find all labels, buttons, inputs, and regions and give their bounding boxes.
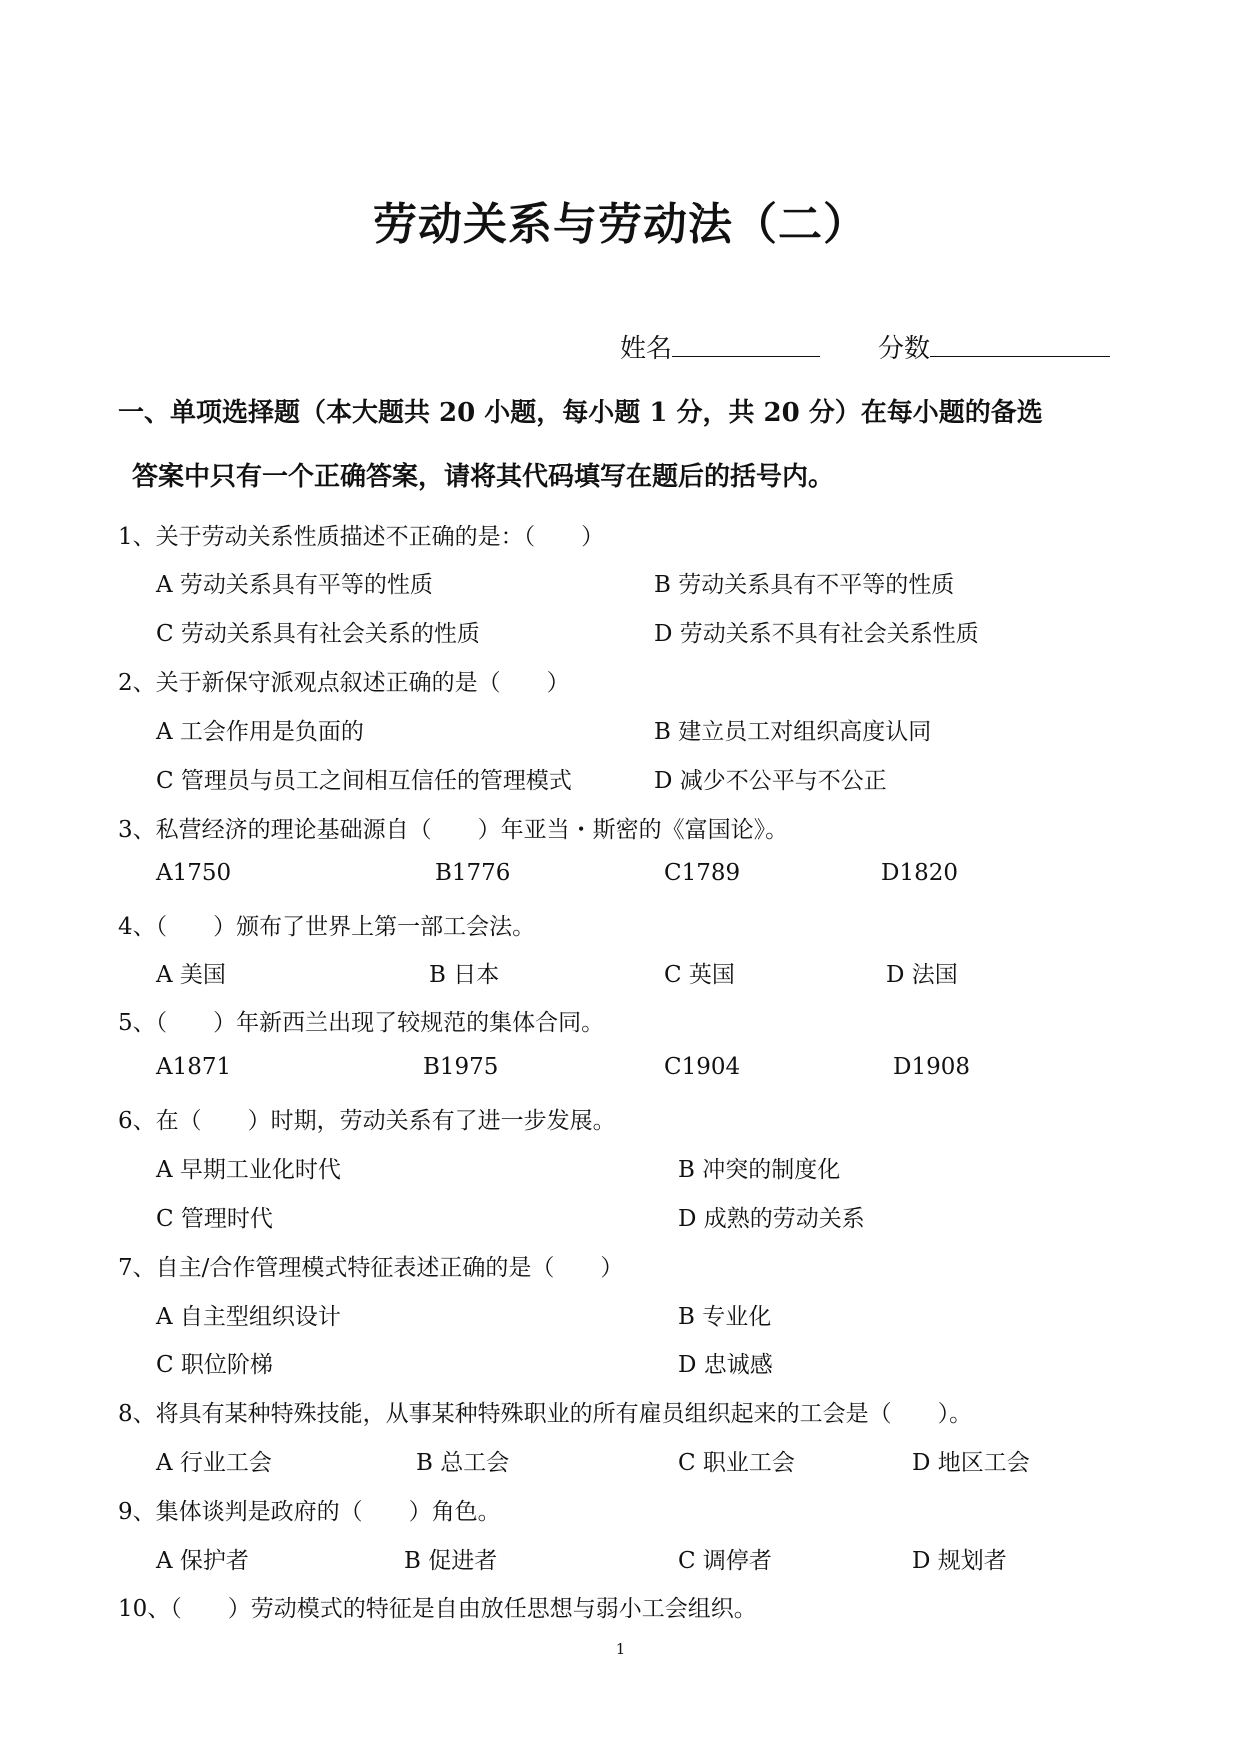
page-title: 劳动关系与劳动法（二）: [373, 199, 868, 250]
q4-option-c: C 英国: [664, 962, 735, 988]
q7-option-d: D 忠诚感: [678, 1352, 773, 1378]
question-4: 4、（ ）颁布了世界上第一部工会法。: [118, 914, 536, 940]
name-blank[interactable]: [672, 332, 820, 357]
question-2: 2、关于新保守派观点叙述正确的是（ ）: [118, 670, 570, 696]
section-heading-line1: 一、单项选择题（本大题共 20 小题，每小题 1 分，共 20 分）在每小题的备选: [118, 398, 1043, 428]
q1-option-d: D 劳动关系不具有社会关系性质: [654, 621, 979, 647]
name-label: 姓名: [620, 334, 673, 364]
question-6: 6、在（ ）时期，劳动关系有了进一步发展。: [118, 1108, 616, 1134]
question-10: 10、（ ）劳动模式的特征是自由放任思想与弱小工会组织。: [118, 1596, 757, 1622]
q4-option-a: A 美国: [156, 962, 226, 988]
question-8: 8、将具有某种特殊技能，从事某种特殊职业的所有雇员组织起来的工会是（ ）。: [118, 1401, 973, 1427]
q8-option-d: D 地区工会: [912, 1450, 1030, 1476]
q9-option-b: B 促进者: [404, 1548, 498, 1574]
q8-option-a: A 行业工会: [156, 1450, 272, 1476]
q8-option-b: B 总工会: [416, 1450, 510, 1476]
question-7: 7、自主/合作管理模式特征表述正确的是（ ）: [118, 1255, 624, 1281]
q3-option-c: C1789: [664, 860, 741, 886]
q7-option-b: B 专业化: [678, 1304, 772, 1330]
q9-option-c: C 调停者: [678, 1548, 772, 1574]
q5-option-d: D1908: [893, 1054, 970, 1080]
q6-option-d: D 成熟的劳动关系: [678, 1206, 865, 1232]
q4-option-b: B 日本: [429, 962, 500, 988]
question-3: 3、私营经济的理论基础源自（ ）年亚当・斯密的《富国论》。: [118, 817, 789, 843]
score-label: 分数: [878, 334, 931, 364]
q4-option-d: D 法国: [886, 962, 958, 988]
q6-option-a: A 早期工业化时代: [156, 1157, 341, 1183]
q3-option-b: B1776: [435, 860, 511, 886]
section-heading-line2: 答案中只有一个正确答案，请将其代码填写在题后的括号内。: [132, 462, 835, 492]
q2-option-a: A 工会作用是负面的: [156, 719, 364, 745]
q5-option-a: A1871: [156, 1054, 232, 1080]
q9-option-a: A 保护者: [156, 1548, 249, 1574]
q7-option-c: C 职位阶梯: [156, 1352, 273, 1378]
q7-option-a: A 自主型组织设计: [156, 1304, 341, 1330]
name-score-line: [620, 328, 1110, 365]
q5-option-b: B1975: [423, 1054, 499, 1080]
q9-option-d: D 规划者: [912, 1548, 1007, 1574]
question-5: 5、（ ）年新西兰出现了较规范的集体合同。: [118, 1010, 605, 1036]
q1-option-a: A 劳动关系具有平等的性质: [156, 572, 433, 598]
q8-option-c: C 职业工会: [678, 1450, 795, 1476]
q6-option-c: C 管理时代: [156, 1206, 273, 1232]
q3-option-a: A1750: [156, 860, 232, 886]
score-blank[interactable]: [930, 332, 1110, 357]
question-1: 1、关于劳动关系性质描述不正确的是：（ ）: [118, 524, 605, 550]
q1-option-b: B 劳动关系具有不平等的性质: [654, 572, 955, 598]
q2-option-b: B 建立员工对组织高度认同: [654, 719, 932, 745]
q1-option-c: C 劳动关系具有社会关系的性质: [156, 621, 480, 647]
q6-option-b: B 冲突的制度化: [678, 1157, 841, 1183]
page-number: 1: [615, 1640, 626, 1658]
q2-option-c: C 管理员与员工之间相互信任的管理模式: [156, 768, 572, 794]
q2-option-d: D 减少不公平与不公正: [654, 768, 887, 794]
question-9: 9、集体谈判是政府的（ ）角色。: [118, 1499, 501, 1525]
q5-option-c: C1904: [664, 1054, 741, 1080]
q3-option-d: D1820: [881, 860, 958, 886]
